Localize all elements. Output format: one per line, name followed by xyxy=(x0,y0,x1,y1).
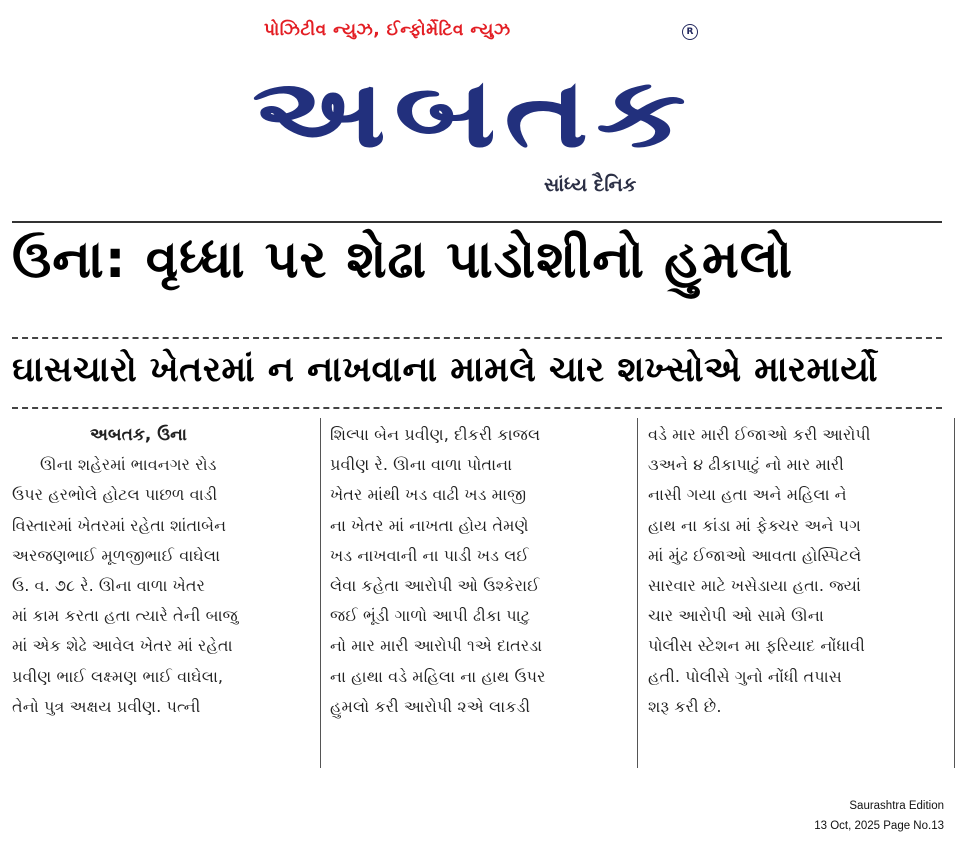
article-line: માં એક શેઢે આવેલ ખેતર માં રહેતા xyxy=(12,636,233,656)
article-line: જઈ ભૂંડી ગાળો આપી ઢીકા પાટુ xyxy=(330,606,531,626)
article-line: ૩અને ૪ ઢીકાપાટું નો માર મારી xyxy=(648,455,844,475)
top-rule xyxy=(12,221,942,223)
article-line: પ્રવીણ ભાઈ લક્ષ્મણ ભાઈ વાઘેલા, xyxy=(12,666,224,686)
article-line: પ્રવીણ રે. ઊના વાળા પોતાના xyxy=(330,455,513,475)
article-line: હાથ ના કાંડા માં ફેક્ચર અને પગ xyxy=(648,515,861,535)
logo-text: અબતક xyxy=(252,57,694,160)
article-line: હુમલો કરી આરોપી ૨એ લાકડી xyxy=(330,696,531,716)
page-info: 13 Oct, 2025 Page No.13 xyxy=(814,820,944,832)
article-column-3 xyxy=(648,420,944,722)
masthead-tagline: પોઝિટીવ ન્યુઝ, ઈન્ફોર્મેટિવ ન્યુઝ xyxy=(264,20,511,40)
registered-mark-icon: R xyxy=(682,24,698,40)
column-rule-1 xyxy=(320,418,321,768)
article-line: તેનો પુત્ર અક્ષય પ્રવીણ. પત્ની xyxy=(12,696,201,716)
article-line: ના ખેતર માં નાખતા હોય તેમણે xyxy=(330,515,529,535)
article-line: અરજણભાઈ મૂળજીભાઈ વાઘેલા xyxy=(12,545,221,565)
article-line: ઊના શહેરમાં ભાવનગર રોડ xyxy=(40,455,217,475)
article-line: હતી. પોલીસે ગુનો નોંધી તપાસ xyxy=(648,666,842,686)
newspaper-logo xyxy=(250,48,696,160)
masthead-subtitle: સાંધ્ય દૈનિક xyxy=(544,174,637,196)
subheadline: ઘાસચારો ખેતરમાં ન નાખવાના મામલે ચાર શખ્સોએ મારમાર્યો xyxy=(12,350,878,390)
article-line: શિલ્પા બેન પ્રવીણ, દીકરી કાજલ xyxy=(330,425,541,444)
dateline: અબતક, ઉના xyxy=(90,425,187,445)
column-rule-3 xyxy=(954,418,955,768)
article-line: સારવાર માટે ખસેડાયા હતા. જ્યાં xyxy=(648,576,861,596)
column-rule-2 xyxy=(637,418,638,768)
article-line: વિસ્તારમાં ખેતરમાં રહેતા શાંતાબેન xyxy=(12,515,227,535)
headline-divider xyxy=(12,337,942,339)
article-line: ચાર આરોપી ઓ સામે ઊના xyxy=(648,606,824,626)
headline: ઉના: વૃધ્ધા પર શેઢા પાડોશીનો હુમલો xyxy=(12,230,794,290)
article-line: ના હાથા વડે મહિલા ના હાથ ઉપર xyxy=(330,666,546,686)
article-line: વડે માર મારી ઈજાઓ કરી આરોપી xyxy=(648,425,871,444)
article-column-1 xyxy=(12,420,314,722)
edition-label: Saurashtra Edition xyxy=(849,800,944,812)
subheadline-divider xyxy=(12,407,942,409)
article-line: લેવા કહેતા આરોપી ઓ ઉશ્કેરાઈ xyxy=(330,576,540,596)
article-line: ઉ. વ. ૭૮ રે. ઊના વાળા ખેતર xyxy=(12,576,205,596)
article-line: ઉપર હરભોલે હોટલ પાછળ વાડી xyxy=(12,485,218,505)
article-line: નો માર મારી આરોપી ૧એ દાતરડા xyxy=(330,636,543,656)
article-column-2 xyxy=(330,420,626,722)
article-line: માં મુંઢ ઈજાઓ આવતા હોસ્પિટલે xyxy=(648,545,862,565)
article-line: નાસી ગયા હતા અને મહિલા ને xyxy=(648,485,847,505)
masthead xyxy=(250,14,700,214)
article-line: શરૂ કરી છે. xyxy=(648,696,722,716)
article-line: પોલીસ સ્ટેશન મા ફરિયાદ નોંધાવી xyxy=(648,636,865,656)
article-line: માં કામ કરતા હતા ત્યારે તેની બાજુ xyxy=(12,606,238,626)
article-line: ખેતર માંથી ખડ વાઢી ખડ માજી xyxy=(330,485,527,505)
article-line: ખડ નાખવાની ના પાડી ખડ લઈ xyxy=(330,545,529,565)
